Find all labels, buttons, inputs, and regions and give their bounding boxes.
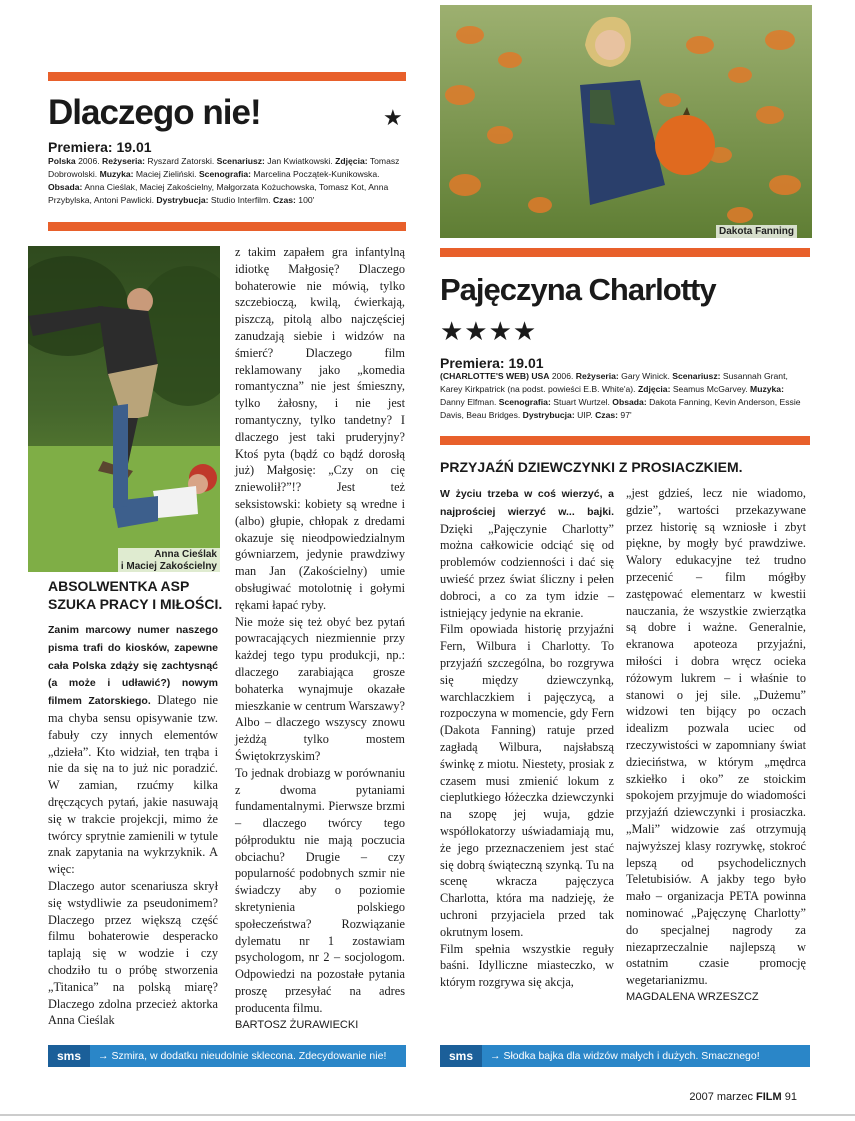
credit-dist: Studio Interfilm. bbox=[210, 195, 271, 205]
credit-set: Marcelina Początek-Kunikowska. bbox=[253, 169, 380, 179]
right-col1-text: Dzięki „Pajęczynie Charlotty” można całkowicie odciąć się od problemów codzienności i dać się uwieść przez świat śliczny i pełen dobroci, a co za tym idzie – istniejący jedynie na ekranie. bbox=[440, 521, 614, 620]
r-credit-director-label: Reżyseria: bbox=[575, 371, 619, 381]
right-credits bbox=[440, 370, 810, 422]
r-credit-photo: Seamus McGarvey. bbox=[672, 384, 748, 394]
credit-year: 2006. bbox=[78, 156, 100, 166]
r-credit-music-label: Muzyka: bbox=[750, 384, 784, 394]
right-divider-bar bbox=[440, 436, 810, 445]
credit-screenplay-label: Scenariusz: bbox=[216, 156, 265, 166]
credit-photo-label: Zdjęcia: bbox=[335, 156, 368, 166]
left-credits bbox=[48, 155, 408, 207]
right-sms-bar bbox=[440, 1045, 810, 1067]
r-credit-time: 97' bbox=[620, 410, 632, 420]
r-credit-director: Gary Winick. bbox=[621, 371, 670, 381]
right-rating-stars-icon: ★★★★ bbox=[440, 316, 538, 346]
left-sms-text: → Szmira, w dodatku nieudolnie sklecona. Zdecydowanie nie! bbox=[98, 1050, 387, 1062]
right-col1-text2: Film opowiada historię przyjaźni Fern, Wilbura i Charlotty. To przyjaźń szczególna, bo rozgrywa się między dziewczynką, warchlaczkiem i pajęczycą, a rozpoczyna w momencie, gdy Fern (Dakota Fanning) ratuje przed zagładą Wilbura, najsłabszą świnkę z miotu. Niestety, prosiak z czasem musi zmienić lokum z cieplutkiego łóżeczka dziewczynki na szopę jej wuja, gdzie współlokatorzy uświadamiają mu, że jego przeznaczeniem jest stać się dobrą świąteczną szynką. Tu na scenę wkracza pajęczyca Charlotta, która ma nadzieję, że uchroni przyjaciela przed tak okrutnym losem. bbox=[440, 622, 614, 939]
credit-origin: Polska bbox=[48, 156, 76, 166]
credit-set-label: Scenografia: bbox=[198, 169, 251, 179]
r-credit-set: Stuart Wurtzel. bbox=[553, 397, 610, 407]
credit-director-label: Reżyseria: bbox=[102, 156, 146, 166]
r-credit-screenplay: Susannah Grant, Karey Kirkpatrick (na podst. powieści E.B. White'a). bbox=[440, 371, 788, 394]
footer-magazine: FILM bbox=[756, 1091, 782, 1103]
r-credit-cast-label: Obsada: bbox=[612, 397, 647, 407]
right-film-photo bbox=[440, 5, 812, 238]
left-title: Dlaczego nie! bbox=[48, 93, 261, 132]
left-col1-text2: Dlaczego autor scenariusza skrył się wstydliwie za pseudonimem? Dlaczego przez większą część filmu bohaterowie desperacko taplają się w wodzie i czy chodziło tu o próbę stworzenia „Titanica” na polską miarę? Dlaczego zdolna przecież aktorka Anna Cieślak bbox=[48, 878, 218, 1028]
left-column-2 bbox=[235, 244, 405, 1033]
right-subhead: PRZYJAŹŃ DZIEWCZYNKI Z PROSIACZKIEM. bbox=[440, 459, 743, 475]
footer-issue: 2007 marzec bbox=[689, 1091, 753, 1103]
left-col1-text: Dlatego nie ma chyba sensu opisywanie tzw. fabuły czy innych elementów „dzieła”. Kto widział, ten trąba i nie da się na to już nic poradzić. W zamian, rzućmy kilka dręczących pytań, jakie nasuwają się w trakcie projekcji, mimo że twórcy sprytnie zamienili w tytule znak zapytania na wykrzyknik. A więc: bbox=[48, 693, 218, 877]
left-sms-bar bbox=[48, 1045, 406, 1067]
left-col2-text: z takim zapałem gra infantylną idiotkę Małgosię? Dlaczego bohaterowie nie mówią, tylko szczebioczą, kwilą, ćwierkają, piszczą, pitolą albo najczęściej zanudzają siebie i widzów na śmierć? Dlaczego film reklamowany jako „komedia romantyczna” nie jest śmieszny, tylko żałosny, i nie jest romantyczny, tylko tandetny? I dlaczego jest taki pruderyjny? Ktoś pyta (bądź co bądź dorosłą już) Małgosię: „Czy on cię zniewolił?”!? Jest też seksistowski: kobiety są wredne i (albo) głupie, chłopak z dredami okazuje się nieodpowiedzialnym gówniarzem, jedynie prawdziwy man Jan (Zakościelny) umie obsługiwać motolotnię i gołymi rękami łapać ryby. bbox=[235, 245, 405, 612]
credit-photo: Tomasz Dobrowolski. bbox=[48, 156, 400, 179]
right-accent-bar bbox=[440, 248, 810, 257]
left-col2-text2: Nie może się też obyć bez pytań powracających niezmiennie przy każdej tego typu produkcji, np.: dlaczego zarabiająca grosze bohaterka wynajmuje okazałe mieszkanie w centrum Warszawy? Albo – dlaczego wszyscy znowu jeżdżą tylko mostem Świętokrzyskim? bbox=[235, 614, 405, 763]
right-column-2 bbox=[626, 485, 806, 1006]
credit-time: 100' bbox=[298, 195, 315, 205]
left-premiere: Premiera: 19.01 bbox=[48, 139, 152, 155]
right-sms-label: sms bbox=[440, 1045, 482, 1067]
credit-time-label: Czas: bbox=[272, 195, 296, 205]
credit-director: Ryszard Zatorski. bbox=[147, 156, 215, 166]
couple-photo-illustration bbox=[28, 246, 220, 572]
pumpkin-field-photo-illustration bbox=[440, 5, 812, 238]
right-lead: W życiu trzeba w coś wierzyć, a najprościej wierzyć w... bajki. bbox=[440, 488, 614, 518]
left-author: BARTOSZ ŻURAWIECKI bbox=[235, 1018, 359, 1031]
right-column-1 bbox=[440, 485, 614, 991]
r-credit-photo-label: Zdjęcia: bbox=[637, 384, 671, 394]
r-credit-time-label: Czas: bbox=[595, 410, 619, 420]
r-credit-dist-label: Dystrybucja: bbox=[522, 410, 575, 420]
left-subhead: ABSOLWENTKA ASP SZUKA PRACY I MIŁOŚCI. bbox=[48, 578, 223, 612]
r-credit-screenplay-label: Scenariusz: bbox=[672, 371, 721, 381]
right-col2-text: „jest gdzieś, lecz nie wiadomo, gdzie”, wartości przekazywane przez historię są wzniosłe i zbyt piękne, by mogły być prawdziwe. Walory edukacyjne też trudno przecenić – film mógłby zastępować elementarz w kwestii nauczania, że wszystkie zwierzątka są dobre i ważne. Generalnie, ekranowa apoteoza przyjaźni, miłości i dobra wręcz ocieka różowym lukrem – i właśnie to stanowi o jej sile. „Dużemu” widzowi ten bijący po oczach idealizm pozwala uciec od rzeczywistości w zapomniany świat dzieciństwa, w którym „mędrca szkiełko i oko” ze stoickim spokojem przyjmuje do wiadomości przyjaźń dziewczynki i prosiaczka. „Mali” widzowie zaś otrzymują najwyższej klasy rozrywkę, stokroć lepszą od psychodelicznych Teletubisiów. A jakby tego było mało – organizacja PETA powinna nominować „Pajęczynę Charlotty” do specjalnej nagrody za niezaprzeczalnie najlepszą w ostatnim czasie promocję wegetarianizmu. bbox=[626, 486, 806, 988]
credit-dist-label: Dystrybucja: bbox=[156, 195, 209, 205]
left-col2-text3: To jednak drobiazg w porównaniu z dwoma pytaniami fundamentalnymi. Pierwsze brzmi – dlaczego twórcy tego półproduktu nie mają poczucia obciachu? Drugie – czy popularność podobnych szmir nie świadczy aby o poziomie skretynienia polskiego społeczeństwa? Rozwiązanie dylematu nr 1 zostawiam psychologom, nr 2 – socjologom. Odpowiedzi na pozostałe pytania proszę przesyłać na adres producenta filmu. bbox=[235, 765, 405, 1015]
credit-music: Maciej Zieliński. bbox=[135, 169, 197, 179]
caption-line-2: i Maciej Zakościelny bbox=[120, 561, 217, 572]
left-sms-label: sms bbox=[48, 1045, 90, 1067]
r-credit-cast: Dakota Fanning, Kevin Anderson, Essie Davis, Beau Bridges. bbox=[440, 397, 801, 420]
left-divider-bar bbox=[48, 222, 406, 231]
page-footer bbox=[689, 1091, 797, 1103]
right-title: Pajęczyna Charlotty bbox=[440, 272, 716, 307]
credit-music-label: Muzyka: bbox=[99, 169, 134, 179]
left-column-1 bbox=[48, 621, 218, 1029]
credit-screenplay: Jan Kwiatkowski. bbox=[267, 156, 333, 166]
left-film-photo bbox=[28, 246, 220, 572]
r-credit-year: 2006. bbox=[551, 371, 574, 381]
r-credit-origin: (CHARLOTTE'S WEB) USA bbox=[440, 371, 550, 381]
footer-page-number: 91 bbox=[784, 1091, 797, 1103]
r-credit-set-label: Scenografia: bbox=[498, 397, 551, 407]
right-photo-caption: Dakota Fanning bbox=[716, 225, 797, 239]
left-photo-caption bbox=[118, 548, 220, 574]
right-sms-text: → Słodka bajka dla widzów małych i dużych. Smacznego! bbox=[490, 1050, 760, 1062]
r-credit-music: Danny Elfman. bbox=[440, 397, 497, 407]
right-author: MAGDALENA WRZESZCZ bbox=[626, 990, 759, 1003]
credit-cast: Anna Cieślak, Maciej Zakościelny, Małgorzata Kożuchowska, Tomasz Kot, Anna Przybylska, Antoni Pawlicki. bbox=[48, 182, 389, 205]
right-col1-text3: Film spełnia wszystkie reguły baśni. Idylliczne miasteczko, w którym rozgrywa się akcja, bbox=[440, 941, 614, 990]
right-premiere: Premiera: 19.01 bbox=[440, 355, 544, 371]
left-rating-star-icon: ★ bbox=[383, 105, 403, 130]
credit-cast-label: Obsada: bbox=[48, 182, 83, 192]
r-credit-dist: UIP. bbox=[577, 410, 593, 420]
caption-line-1: Anna Cieślak bbox=[154, 549, 217, 560]
left-lead: Zanim marcowy numer naszego pisma trafi do kiosków, zapewne cała Polska zdąży się zachtysnąć (a może i udławić?) nowym filmem Zatorskiego. bbox=[48, 624, 218, 708]
top-accent-bar-left bbox=[48, 72, 406, 81]
bottom-rule bbox=[0, 1114, 855, 1116]
